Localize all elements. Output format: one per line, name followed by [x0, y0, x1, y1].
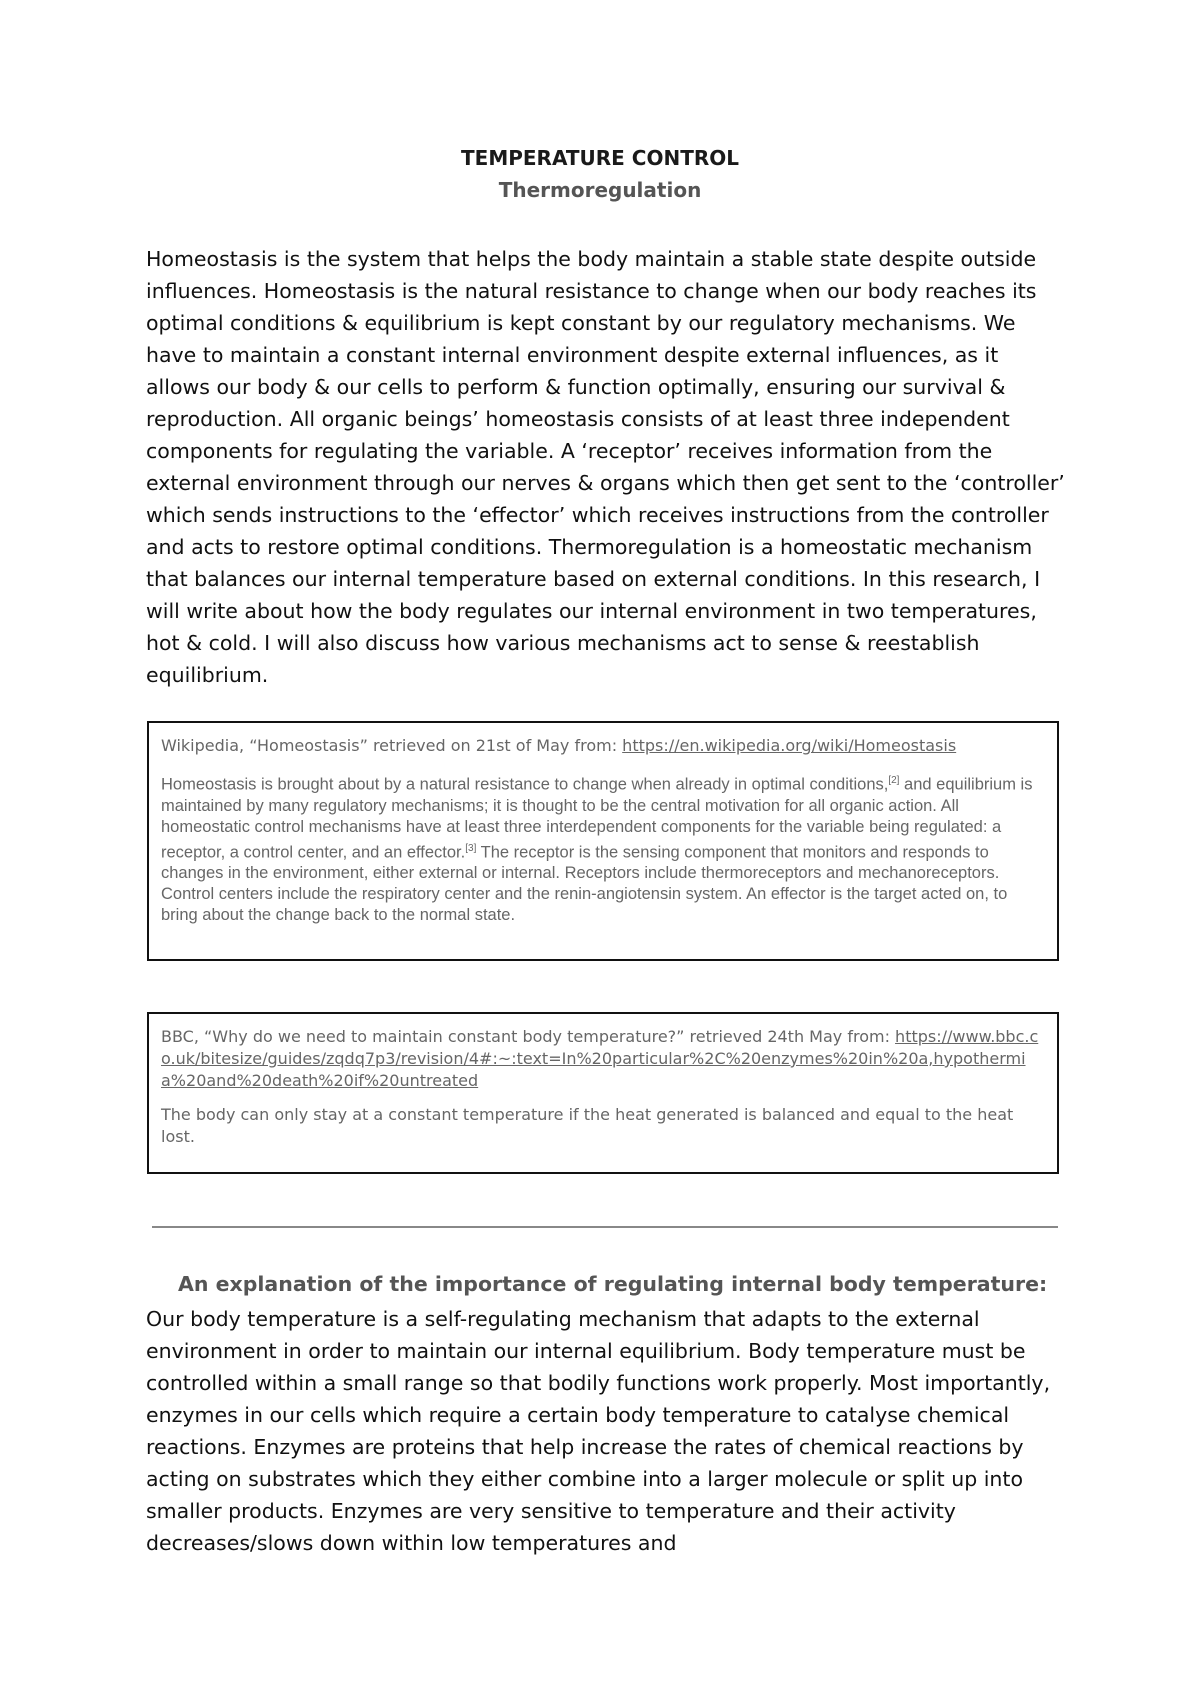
intro-paragraph: Homeostasis is the system that helps the body maintain a stable state despite outside influences. Homeostasis is the natural resistance to change when our body reaches its optimal conditions & equilibrium is kept constant by our regulatory mechanisms. We have to maintain a constant internal environment despite external influences, as it allows our body & our cells to perform & function optimally, ensuring our survival & reproduction. All organic beings’ homeostasis consists of at least three independent components for regulating the variable. A ‘receptor’ receives information from the external environment through our nerves & organs which then get sent to the ‘controller’ which sends instructions to the ‘effector’ which receives instructions from the controller and acts to restore optimal conditions. Thermoregulation is a homeostatic mechanism that balances our internal temperature based on external conditions. In this research, I will write about how the body regulates our internal environment in two temperatures, hot & cold. I will also discuss how various mechanisms act to sense & reestablish equilibrium. [146, 247, 1065, 687]
reference-source-text: BBC, “Why do we need to maintain constant body temperature?” retrieved 24th May from: [161, 1027, 896, 1046]
section-heading: An explanation of the importance of regulating internal body temperature: [178, 1272, 1048, 1296]
reference-link[interactable]: https://www.bbc.co.uk/bitesize/guides/zqdq7p3/revision/4#:~:text=In%20particular%2C%20enzymes%20in%20a,hypothermia%20and%20death%20if%20untreated [161, 1027, 1039, 1090]
section-divider [152, 1226, 1058, 1228]
wikipedia-reference-box [147, 721, 1059, 961]
reference-source [161, 1026, 1045, 1092]
reference-source [161, 735, 1045, 757]
citation-marker[interactable]: [2] [888, 775, 900, 786]
reference-quote: The body can only stay at a constant temperature if the heat generated is balanced and equal to the heat lost. [161, 1105, 1014, 1146]
citation-marker[interactable]: [3] [465, 842, 477, 854]
reference-source-text: Wikipedia, “Homeostasis” retrieved on 21st of May from: [161, 736, 623, 755]
bbc-reference-box [147, 1012, 1059, 1174]
document-subtitle: Thermoregulation [498, 178, 702, 202]
section-paragraph: Our body temperature is a self-regulating mechanism that adapts to the external environment in order to maintain our internal equilibrium. Body temperature must be controlled within a small range so that bodily functions work properly. Most importantly, enzymes in our cells which require a certain body temperature to catalyse chemical reactions. Enzymes are proteins that help increase the rates of chemical reactions by acting on substrates which they either combine into a larger molecule or split up into smaller products. Enzymes are very sensitive to temperature and their activity decreases/slows down within low temperatures and [146, 1307, 1051, 1555]
reference-quote [161, 770, 1045, 926]
document-title: TEMPERATURE CONTROL [461, 146, 739, 170]
quote-text-2: and equilibrium is maintained by many regulatory mechanisms; it is thought to be the central motivation for all organic action. All homeostatic control mechanisms have at least three interdependent components for the variable being regulated: a receptor, a control center, and an effector. [161, 775, 1033, 861]
quote-text-1: Homeostasis is brought about by a natural resistance to change when already in optimal conditions, [161, 775, 889, 794]
reference-link[interactable]: https://en.wikipedia.org/wiki/Homeostasis [622, 736, 957, 755]
quote-text-3: The receptor is the sensing component that monitors and responds to changes in the environment, either external or internal. Receptors include thermoreceptors and mechanoreceptors. Control centers include the respiratory center and the renin-angiotensin system. An effector is the target acted on, to bring about the change back to the normal state. [161, 843, 1008, 924]
